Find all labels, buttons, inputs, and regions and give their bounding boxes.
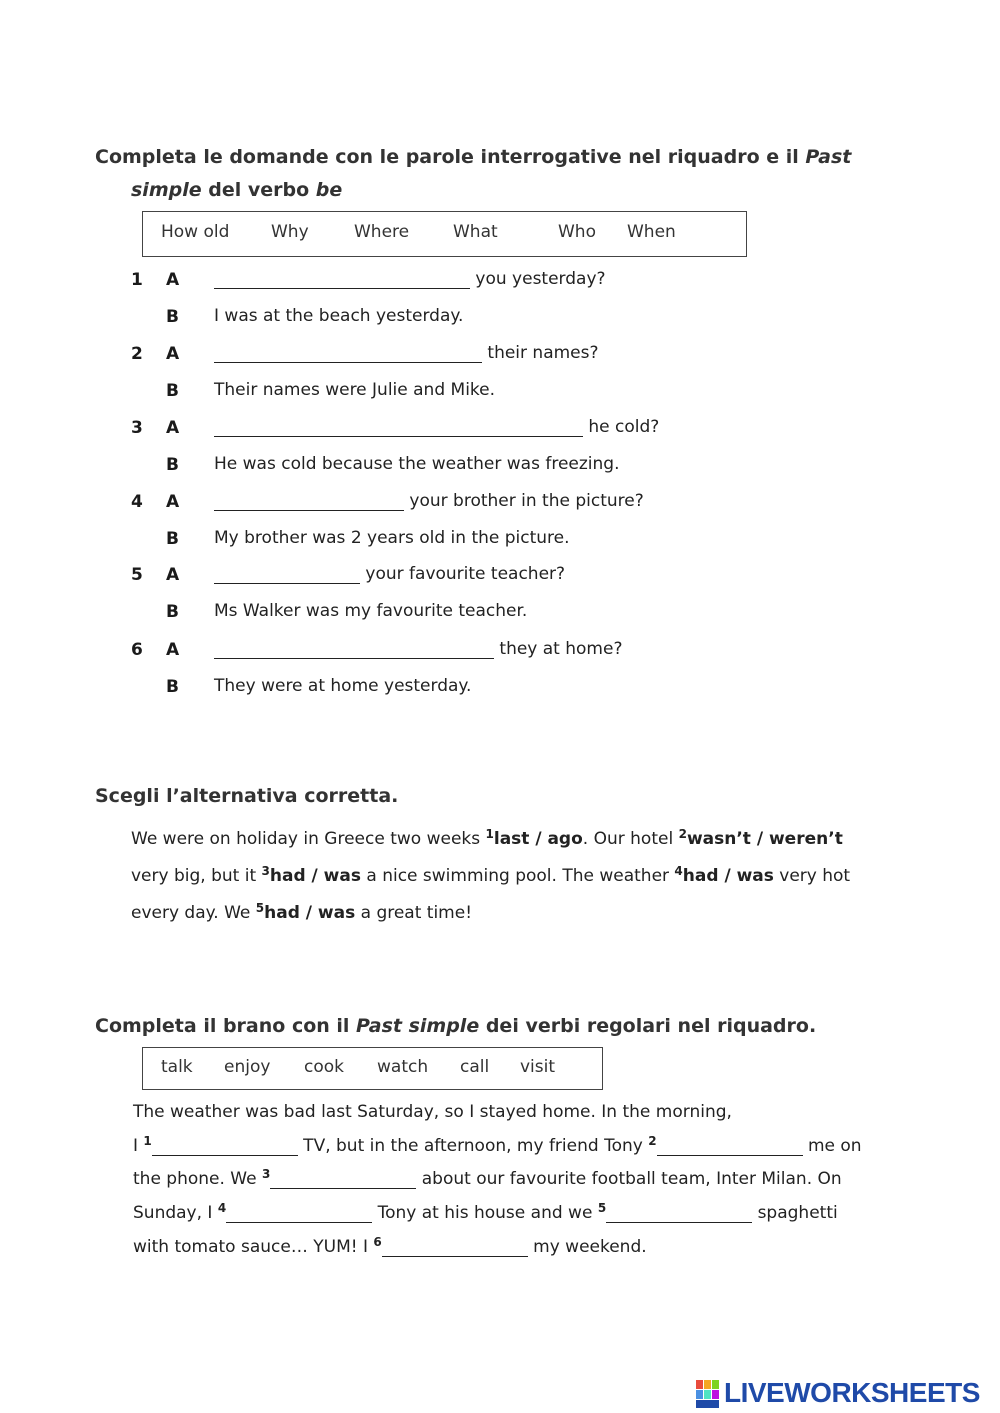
answer-3: He was cold because the weather was freezing. [214,454,620,474]
word-visit: visit [520,1057,556,1077]
word-why: Why [271,222,309,242]
item-number: 3 [131,418,143,438]
word-how-old: How old [161,222,230,242]
story-line-3: the phone. We $^3$ about our favourite football team, Inter Milan. On [133,1167,842,1189]
answer-input-5[interactable] [214,565,360,584]
story-line-2: I $^1$ TV, but in the afternoon, my friend Tony $^2$ me on [133,1134,862,1156]
answer-6: They were at home yesterday. [214,676,472,696]
speaker-b-label: B [166,529,179,549]
speaker-b-label: B [166,307,179,327]
speaker-b-label: B [166,381,179,401]
paragraph-line-1: We were on holiday in Greece two weeks $^1$last / ago. Our hotel $^2$wasn’t / weren’t [131,827,843,849]
answer-2: Their names were Julie and Mike. [214,380,496,400]
word-what: What [453,222,498,242]
answer-5: Ms Walker was my favourite teacher. [214,601,528,621]
choice-2[interactable]: wasn’t / weren’t [686,829,843,849]
answer-input-1[interactable] [214,270,470,289]
verb-input-4[interactable] [226,1204,372,1223]
speaker-a-label: A [166,270,180,290]
choice-1[interactable]: last / ago [493,829,583,849]
speaker-a-label: A [166,492,180,512]
question-6: they at home? [214,639,622,659]
verb-input-3[interactable] [270,1170,416,1189]
question-1: you yesterday? [214,269,606,289]
speaker-b-label: B [166,455,179,475]
answer-4: My brother was 2 years old in the picture. [214,528,570,548]
word-who: Who [558,222,596,242]
question-2: their names? [214,343,599,363]
speaker-a-label: A [166,344,180,364]
speaker-b-label: B [166,602,179,622]
section1-title-line1: Completa le domande con le parole interrogative nel riquadro e il Past [95,146,852,168]
verb-input-2[interactable] [657,1137,803,1156]
question-3: he cold? [214,417,659,437]
verb-input-1[interactable] [152,1137,298,1156]
speaker-b-label: B [166,677,179,697]
item-number: 6 [131,640,143,660]
item-number: 1 [131,270,143,290]
answer-input-2[interactable] [214,344,482,363]
story-line-4: Sunday, I $^4$ Tony at his house and we $^5$ spaghetti [133,1201,838,1223]
item-number: 4 [131,492,143,512]
answer-input-6[interactable] [214,640,494,659]
liveworksheets-logo-icon [696,1378,722,1410]
choice-3[interactable]: had / was [269,866,361,886]
choice-4[interactable]: had / was [682,866,774,886]
word-call: call [460,1057,490,1077]
choice-5[interactable]: had / was [264,903,356,923]
speaker-a-label: A [166,418,180,438]
question-5: your favourite teacher? [214,564,565,584]
word-where: Where [354,222,410,242]
verb-input-5[interactable] [606,1204,752,1223]
word-cook: cook [304,1057,344,1077]
section3-title: Completa il brano con il Past simple dei verbi regolari nel riquadro. [95,1015,817,1037]
question-4: your brother in the picture? [214,491,644,511]
speaker-a-label: A [166,565,180,585]
answer-input-3[interactable] [214,418,583,437]
answer-1: I was at the beach yesterday. [214,306,464,326]
word-enjoy: enjoy [224,1057,271,1077]
liveworksheets-brand[interactable]: LIVEWORKSHEETS [724,1377,980,1408]
paragraph-line-2: very big, but it $^3$had / was a nice swimming pool. The weather $^4$had / was very hot [131,864,851,886]
verb-input-6[interactable] [382,1238,528,1257]
story-line-1: The weather was bad last Saturday, so I stayed home. In the morning, [133,1102,732,1122]
story-line-5: with tomato sauce… YUM! I $^6$ my weekend. [133,1235,647,1257]
section1-title-line2: simple del verbo be [131,179,343,201]
item-number: 2 [131,344,143,364]
item-number: 5 [131,565,143,585]
speaker-a-label: A [166,640,180,660]
word-watch: watch [377,1057,429,1077]
section2-title: Scegli l’alternativa corretta. [95,785,399,807]
word-talk: talk [161,1057,193,1077]
word-when: When [627,222,676,242]
paragraph-line-3: every day. We $^5$had / was a great time! [131,901,473,923]
answer-input-4[interactable] [214,492,404,511]
